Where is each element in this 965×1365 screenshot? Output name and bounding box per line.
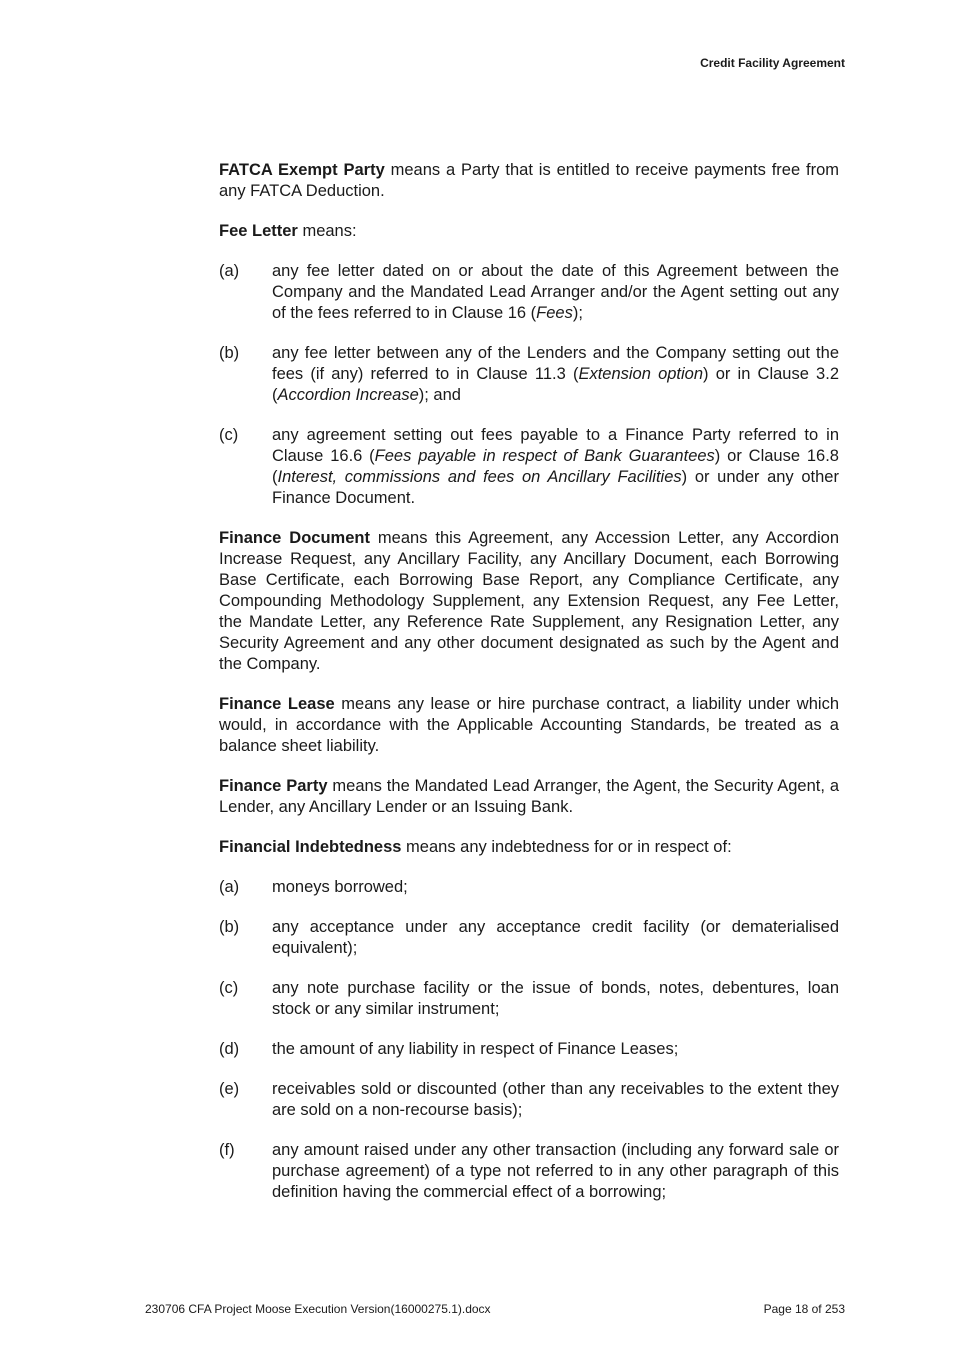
item-text: any amount raised under any other transaction (including any forward sale or purchase agreement) of a type not referred to in any other paragraph of this definition having the commercial effect of a borrowing; [272, 1141, 839, 1201]
definition-fee-letter [219, 221, 839, 242]
item-text: any agreement setting out fees payable to a Finance Party referred to in Clause 16.6 (Fees payable in respect of Bank Guarantees) or Clause 16.8 (Interest, commissions and fees on Ancillary Facilities) or under any other Finance Document. [272, 426, 839, 507]
footer-filename: 230706 CFA Project Moose Execution Version(16000275.1).docx [145, 1302, 491, 1316]
list-item [219, 1079, 839, 1121]
item-label: (a) [219, 262, 240, 280]
running-header: Credit Facility Agreement [700, 56, 845, 70]
list-item [219, 343, 839, 406]
definition-text: means any indebtedness for or in respect of: [401, 838, 732, 856]
definition-financial-indebtedness [219, 837, 839, 858]
definition-finance-party [219, 776, 839, 818]
definition-finance-lease [219, 694, 839, 757]
item-label: (e) [219, 1080, 240, 1098]
item-label: (b) [219, 344, 240, 362]
item-text: any fee letter between any of the Lenders and the Company setting out the fees (if any) referred to in Clause 11.3 (Extension option) or in Clause 3.2 (Accordion Increase); and [272, 344, 839, 404]
defined-term: Finance Lease [219, 695, 335, 713]
list-item [219, 978, 839, 1020]
item-label: (d) [219, 1040, 240, 1058]
item-text: any acceptance under any acceptance credit facility (or dematerialised equivalent); [272, 918, 839, 957]
definition-text: means the Mandated Lead Arranger, the Agent, the Security Agent, a Lender, any Ancillary Lender or an Issuing Bank. [219, 777, 839, 816]
footer-page-number: Page 18 of 253 [763, 1302, 845, 1316]
definition-text: means any lease or hire purchase contract, a liability under which would, in accordance with the Applicable Accounting Standards, be treated as a balance sheet liability. [219, 695, 839, 755]
item-label: (f) [219, 1141, 235, 1159]
item-label: (b) [219, 918, 240, 936]
item-text: any fee letter dated on or about the date of this Agreement between the Company and the Mandated Lead Arranger and/or the Agent setting out any of the fees referred to in Clause 16 (Fees); [272, 262, 839, 322]
defined-term: Fee Letter [219, 222, 298, 240]
list-item [219, 425, 839, 509]
defined-term: Finance Document [219, 529, 370, 547]
item-label: (c) [219, 426, 239, 444]
defined-term: FATCA Exempt Party [219, 161, 385, 179]
definition-text: means a Party that is entitled to receive payments free from any FATCA Deduction. [219, 161, 839, 200]
definition-text: means this Agreement, any Accession Letter, any Accordion Increase Request, any Ancillary Facility, any Ancillary Document, each Borrowing Base Certificate, each Borrowing Base Report, any Compliance Certificate, any Compounding Methodology Supplement, any Extension Request, any Fee Letter, the Mandate Letter, any Reference Rate Supplement, any Resignation Letter, any Security Agreement and any other document designated as such by the Agent and the Company. [219, 529, 839, 673]
item-text: the amount of any liability in respect of Finance Leases; [272, 1040, 679, 1058]
defined-term: Finance Party [219, 777, 328, 795]
definition-text: means: [297, 222, 357, 240]
list-item [219, 1039, 839, 1060]
item-text: receivables sold or discounted (other than any receivables to the extent they are sold on a non-recourse basis); [272, 1080, 839, 1119]
list-item [219, 261, 839, 324]
definition-finance-document [219, 528, 839, 675]
item-label: (c) [219, 979, 239, 997]
item-label: (a) [219, 878, 240, 896]
list-item [219, 877, 839, 898]
list-item [219, 917, 839, 959]
definition-fatca-exempt-party [219, 160, 839, 202]
defined-term: Financial Indebtedness [219, 838, 402, 856]
document-body [219, 160, 839, 1222]
list-item [219, 1140, 839, 1203]
item-text: moneys borrowed; [272, 878, 408, 896]
item-text: any note purchase facility or the issue of bonds, notes, debentures, loan stock or any similar instrument; [272, 979, 839, 1018]
